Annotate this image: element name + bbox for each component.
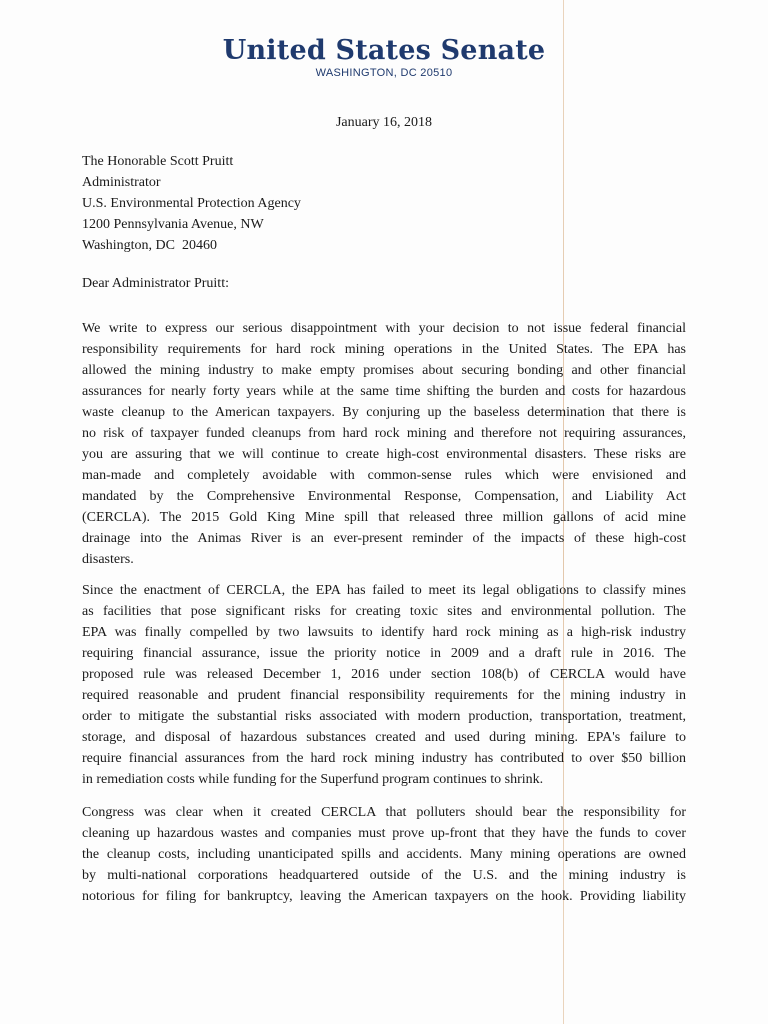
paragraph-line: the cleanup costs, including unanticipated spills and accidents. Many mining operations are owned [82, 847, 686, 862]
paragraph-line: in remediation costs while funding for the Superfund program continues to shrink. [82, 772, 544, 787]
paragraph-line: Congress was clear when it created CERCLA that polluters should bear the responsibility for [82, 805, 686, 820]
paragraph-line: EPA was finally compelled by two lawsuits to identify hard rock mining as a high-risk industry [82, 625, 686, 640]
paragraph-line: proposed rule was released December 1, 2016 under section 108(b) of CERCLA would have [82, 667, 686, 682]
paragraph-line: you are assuring that we will continue to create high-cost environmental disasters. These risks are [82, 447, 686, 462]
paragraph-line: no risk of taxpayer funded cleanups from hard rock mining and therefore not requiring assurances, [82, 426, 686, 441]
paragraph-line: notorious for filing for bankruptcy, leaving the American taxpayers on the hook. Providing liability [82, 889, 686, 904]
paragraph-line: Since the enactment of CERCLA, the EPA has failed to meet its legal obligations to classify mines [82, 583, 686, 598]
recipient-name: The Honorable Scott Pruitt [82, 154, 234, 169]
paragraph-line: require financial assurances from the hard rock mining industry has contributed to over $50 billion [82, 751, 686, 766]
paragraph-line: assurances for nearly forty years while at the same time shifting the burden and costs for hazardous [82, 384, 686, 399]
paragraph-line: man-made and completely avoidable with common-sense rules which were envisioned and [82, 468, 686, 483]
recipient-city: Washington, DC 20460 [82, 238, 217, 253]
paragraph-line: waste cleanup to the American taxpayers. By conjuring up the baseless determination that there is [82, 405, 686, 420]
paragraph-line: storage, and disposal of hazardous substances created and used during mining. EPA's failure to [82, 730, 686, 745]
paragraph-line: cleaning up hazardous wastes and companies must prove up-front that they have the funds to cover [82, 826, 686, 841]
body-paragraph-3 [82, 802, 686, 907]
letterhead-subtitle: WASHINGTON, DC 20510 [315, 67, 453, 79]
paragraph-line: (CERCLA). The 2015 Gold King Mine spill that released three million gallons of acid mine [82, 510, 686, 525]
paragraph-line: requiring financial assurance, issue the priority notice in 2009 and a draft rule in 2016. The [82, 646, 686, 661]
letter-date: January 16, 2018 [335, 115, 433, 130]
recipient-street: 1200 Pennsylvania Avenue, NW [82, 217, 264, 232]
paragraph-line: order to mitigate the substantial risks associated with modern production, transportation, treatment, [82, 709, 686, 724]
letterhead [0, 36, 768, 79]
paragraph-line: mandated by the Comprehensive Environmental Response, Compensation, and Liability Act [82, 489, 686, 504]
recipient-address [82, 151, 301, 256]
paragraph-line: drainage into the Animas River is an ever-present reminder of the impacts of these high-cost [82, 531, 686, 546]
recipient-title: Administrator [82, 175, 161, 190]
paragraph-line: by multi-national corporations headquartered outside of the U.S. and the mining industry is [82, 868, 686, 883]
recipient-agency: U.S. Environmental Protection Agency [82, 196, 301, 211]
paragraph-line: We write to express our serious disappointment with your decision to not issue federal financial [82, 321, 686, 336]
letterhead-title: United States Senate [222, 35, 546, 66]
body-paragraph-1 [82, 318, 686, 570]
paragraph-line: allowed the mining industry to make empty promises about securing bonding and other financial [82, 363, 686, 378]
paragraph-line: responsibility requirements for hard rock mining operations in the United States. The EPA has [82, 342, 686, 357]
paragraph-line: required reasonable and prudent financial responsibility requirements for the mining industry in [82, 688, 686, 703]
paragraph-line: as facilities that pose significant risks for creating toxic sites and environmental pollution. The [82, 604, 686, 619]
body-paragraph-2 [82, 580, 686, 790]
salutation: Dear Administrator Pruitt: [82, 276, 229, 291]
paragraph-line: disasters. [82, 552, 134, 567]
